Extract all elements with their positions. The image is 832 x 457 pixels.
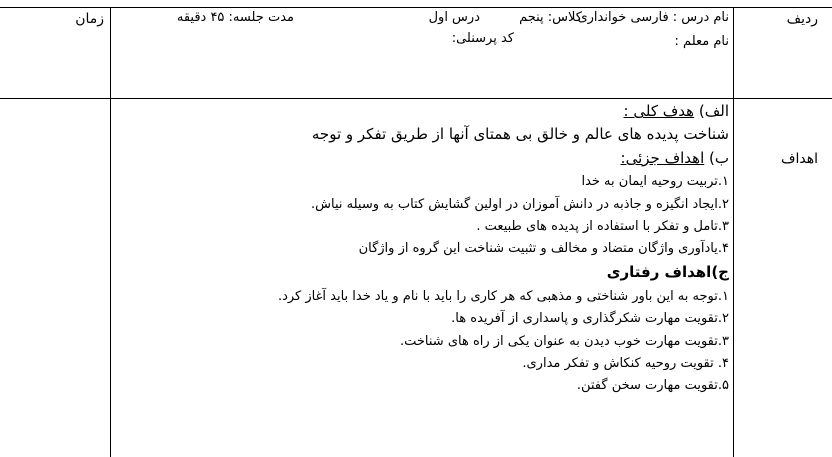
time-label: زمان (75, 11, 104, 27)
partial-goal-item: ۳.تامل و تفکر با استفاده از پدیده های طبیعت . (476, 219, 729, 234)
general-goal-text: شناخت پدیده های عالم و خالق بی همتای آنها از طریق تفکر و توجه (311, 125, 729, 143)
teacher-name: نام معلم : (674, 34, 729, 49)
personnel-code: کد پرسنلی: (451, 31, 514, 46)
behavioral-goal-item: ۲.تقویت مهارت شکرگذاری و پاسداری از آفریده ها. (451, 311, 729, 326)
partial-goal-item: ۲.ایجاد انگیزه و جاذبه در دانش آموزان در اولین گشایش کتاب به وسیله نیاش. (310, 197, 729, 212)
lesson-number: درس اول (428, 10, 480, 25)
row-label-header: ردیف (786, 11, 818, 27)
lesson-name: نام درس : فارسی خوانداری (577, 10, 729, 25)
behavioral-goal-item: ۵.تقویت مهارت سخن گفتن. (576, 378, 729, 393)
column-divider-time (110, 7, 111, 457)
partial-goals-prefix: ب) (709, 149, 729, 167)
behavioral-goal-item: ۴. تقویت روحیه کنکاش و تفکر مداری. (522, 356, 729, 371)
partial-goals-title: اهداف جزئی: (620, 149, 705, 167)
behavioral-goals-heading: ج)اهداف رفتاری (606, 263, 729, 281)
partial-goal-item: ۴.یادآوری واژگان متضاد و مخالف و تثبیت شناخت این گروه از واژگان (358, 241, 729, 256)
column-divider-row (733, 7, 734, 457)
general-goal-heading (624, 102, 729, 120)
row-divider (0, 98, 832, 99)
class-label: کلاس: پنجم (519, 10, 582, 25)
row-label-goals: اهداف (780, 151, 818, 167)
behavioral-goal-item: ۳.تقویت مهارت خوب دیدن به عنوان یکی از راه های شناخت. (399, 334, 729, 349)
table-top-border (0, 7, 832, 8)
behavioral-goal-item: ۱.توجه به این باور شناختی و مذهبی که هر کاری را باید با نام و یاد خدا باید آغاز کرد. (277, 289, 729, 304)
general-goal-prefix: الف) (698, 102, 729, 120)
general-goal-title: هدف کلی : (623, 102, 695, 120)
partial-goal-item: ۱.تربیت روحیه ایمان به خدا (581, 174, 729, 189)
partial-goals-heading (621, 149, 729, 167)
session-duration: مدت جلسه: ۴۵ دقیقه (176, 10, 294, 25)
